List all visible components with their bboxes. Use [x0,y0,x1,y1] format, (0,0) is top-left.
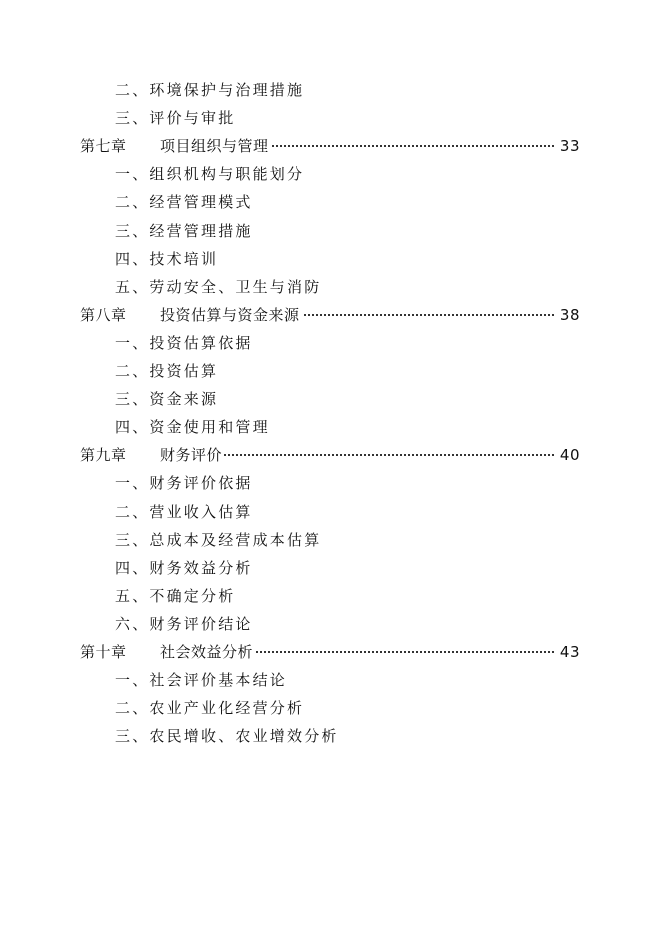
toc-chapter-entry[interactable] [0,443,662,467]
toc-chapter-entry[interactable] [0,640,662,664]
toc-section-text: 四、财务效益分析 [115,558,253,577]
toc-section-text: 三、评价与审批 [115,109,236,128]
toc-chapter-title: 财务评价 [160,443,224,467]
toc-section-entry[interactable] [0,331,662,355]
toc-section-entry[interactable] [0,471,662,495]
toc-section-entry[interactable] [0,668,662,692]
toc-section-text: 一、社会评价基本结论 [115,671,288,690]
toc-section-entry[interactable] [0,106,662,130]
toc-section-text: 二、农业产业化经营分析 [115,699,305,718]
toc-section-entry[interactable] [0,696,662,720]
toc-section-entry[interactable] [0,612,662,636]
toc-page-number: 38 [559,305,580,324]
toc-chapter-entry[interactable] [0,303,662,327]
toc-section-text: 一、财务评价依据 [115,474,253,493]
toc-chapter-number: 第八章 [80,305,127,324]
toc-section-entry[interactable] [0,359,662,383]
toc-chapter-title: 投资估算与资金来源 [160,303,302,327]
toc-section-entry[interactable] [0,415,662,439]
toc-section-entry[interactable] [0,247,662,271]
toc-chapter-number: 第七章 [80,137,127,156]
toc-section-text: 二、营业收入估算 [115,502,253,521]
toc-section-text: 一、组织机构与职能划分 [115,165,305,184]
toc-page-number: 43 [559,643,580,661]
toc-section-entry[interactable] [0,584,662,608]
toc-section-text: 三、资金来源 [115,390,219,409]
toc-section-text: 五、劳动安全、卫生与消防 [115,277,322,296]
toc-section-text: 二、环境保护与治理措施 [115,81,305,99]
toc-section-entry[interactable] [0,78,662,102]
toc-section-text: 四、技术培训 [115,249,219,268]
toc-chapter-title: 社会效益分析 [160,640,255,664]
toc-section-entry[interactable] [0,500,662,524]
toc-section-text: 四、资金使用和管理 [115,418,270,437]
toc-chapter-number: 第九章 [80,446,127,465]
toc-chapter-title: 项目组织与管理 [160,134,271,158]
toc-section-entry[interactable] [0,528,662,552]
toc-section-entry[interactable] [0,190,662,214]
toc-section-text: 二、投资估算 [115,362,219,380]
toc-page-number: 33 [559,137,580,156]
toc-section-entry[interactable] [0,275,662,299]
toc-section-text: 六、财务评价结论 [115,614,253,633]
toc-page-number: 40 [559,446,580,465]
toc-section-text: 三、农民增收、农业增效分析 [115,727,339,746]
toc-section-text: 五、不确定分析 [115,586,236,605]
toc-chapter-number: 第十章 [80,643,127,661]
toc-section-entry[interactable] [0,556,662,580]
toc-section-entry[interactable] [0,162,662,186]
toc-section-text: 三、总成本及经营成本估算 [115,530,322,549]
toc-section-text: 一、投资估算依据 [115,333,253,352]
toc-section-text: 三、经营管理措施 [115,221,253,240]
toc-chapter-entry[interactable] [0,134,662,158]
toc-section-entry[interactable] [0,724,662,748]
toc-section-entry[interactable] [0,387,662,411]
toc-section-entry[interactable] [0,219,662,243]
toc-section-text: 二、经营管理模式 [115,193,253,212]
